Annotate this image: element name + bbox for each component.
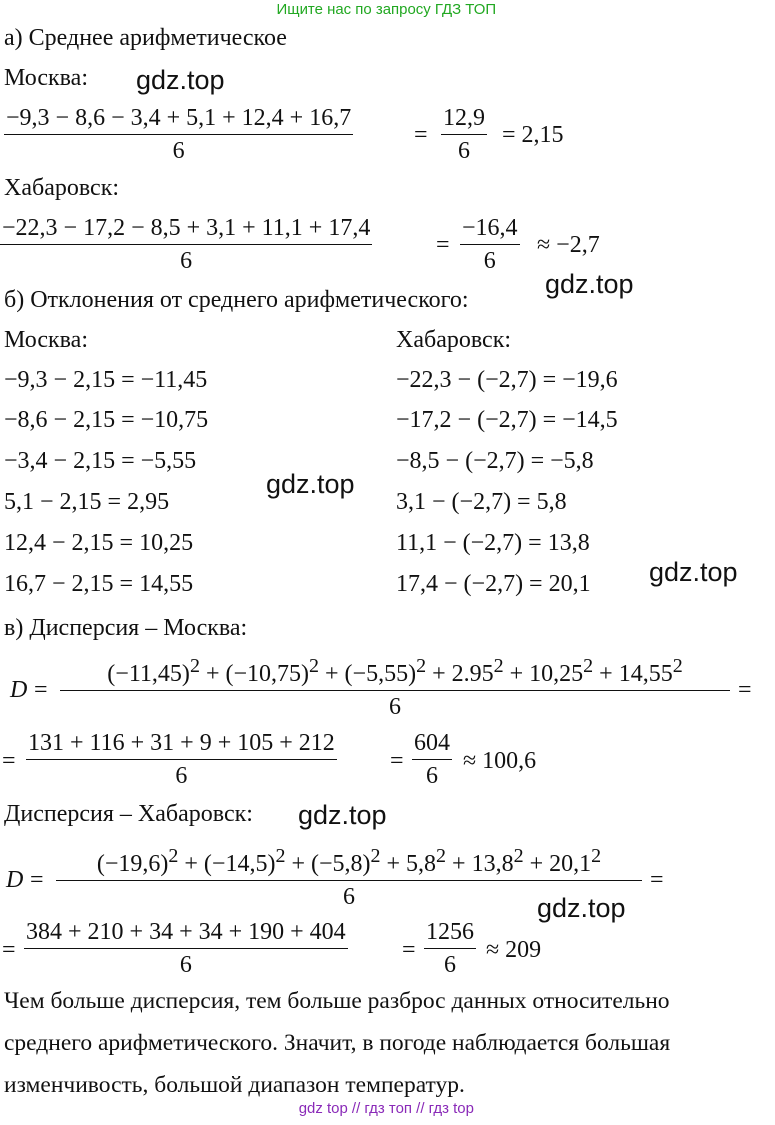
moscow-deviation-row: −8,6 − 2,15 = −10,75 <box>4 407 209 433</box>
section-title-b: б) Отклонения от среднего арифметического: <box>4 287 469 313</box>
khabarovsk-deviation-row: 11,1 − (−2,7) = 13,8 <box>396 530 590 556</box>
header-banner: Ищите нас по запросу ГДЗ ТОП <box>276 1 497 18</box>
moscow-label: Москва: <box>4 65 88 91</box>
equals-sign: = <box>414 122 428 148</box>
equals-sign: = <box>402 937 416 963</box>
equals-sign: = <box>2 937 16 963</box>
equals-sign: = <box>2 748 16 774</box>
moscow-variance-sum-fraction <box>26 729 337 790</box>
fraction-denominator: 6 <box>389 694 401 720</box>
fraction-denominator: 6 <box>343 884 355 910</box>
footer-banner: gdz top // гдз топ // гдз top <box>298 1100 474 1117</box>
fraction-denominator: 6 <box>179 952 192 978</box>
khabarovsk-deviation-row: −22,3 − (−2,7) = −19,6 <box>396 367 618 393</box>
fraction-denominator: 6 <box>426 763 438 789</box>
moscow-deviation-row: 5,1 − 2,15 = 2,95 <box>4 489 170 515</box>
fraction-denominator: 6 <box>483 248 496 274</box>
fraction-numerator: 12,9 <box>443 105 485 131</box>
khabarovsk-deviation-row: 3,1 − (−2,7) = 5,8 <box>396 489 567 515</box>
watermark: gdz.top <box>136 65 225 95</box>
moscow-deviation-row: 12,4 − 2,15 = 10,25 <box>4 530 194 556</box>
dispersion-symbol: D <box>10 677 28 703</box>
equals-sign: = <box>30 867 44 893</box>
fraction-denominator: 6 <box>444 952 456 978</box>
fraction-numerator: 604 <box>414 730 450 756</box>
khabarovsk-mean-result: ≈ −2,7 <box>537 232 600 258</box>
khabarovsk-mean-fraction <box>0 214 372 275</box>
khabarovsk-variance-sum-fraction <box>24 918 348 979</box>
khabarovsk-variance-result: ≈ 209 <box>486 937 542 963</box>
khabarovsk-variance-fraction <box>56 842 642 911</box>
conclusion-line: изменчивость, большой диапазон температур. <box>4 1072 465 1098</box>
equals-sign: = <box>436 232 450 258</box>
fraction-denominator: 6 <box>175 763 188 789</box>
khabarovsk-deviation-row: −8,5 − (−2,7) = −5,8 <box>396 448 594 474</box>
khabarovsk-label: Хабаровск: <box>4 175 120 201</box>
watermark: gdz.top <box>545 269 634 299</box>
fraction-numerator: $(-11,45)^2 + (-10,75)^2 + (-5,55)^2 + 2.95^2 + 10,25^2 + 14,55^2$ <box>107 655 683 687</box>
equals-sign: = <box>738 677 752 703</box>
conclusion-line: среднего арифметического. Значит, в погоде наблюдается большая <box>4 1030 671 1056</box>
fraction-numerator: −16,4 <box>462 215 518 241</box>
equals-sign: = <box>34 677 48 703</box>
khabarovsk-deviation-row: −17,2 − (−2,7) = −14,5 <box>396 407 618 433</box>
fraction-denominator: 6 <box>172 138 185 164</box>
moscow-deviation-row: −3,4 − 2,15 = −5,55 <box>4 448 197 474</box>
fraction-denominator: 6 <box>180 248 193 274</box>
conclusion-line: Чем больше дисперсия, тем больше разброс данных относительно <box>4 988 670 1014</box>
watermark: gdz.top <box>266 469 355 499</box>
equals-sign: = <box>390 748 404 774</box>
watermark: gdz.top <box>298 800 387 830</box>
equals-sign: = <box>650 867 664 893</box>
fraction-denominator: 6 <box>458 138 470 164</box>
fraction-numerator: 1256 <box>426 919 474 945</box>
moscow-variance-fraction <box>60 652 730 721</box>
fraction-numerator: 384 + 210 + 34 + 34 + 190 + 404 <box>26 919 346 945</box>
moscow-variance-result: ≈ 100,6 <box>463 748 537 774</box>
section-title-a: а) Среднее арифметическое <box>4 25 287 51</box>
moscow-mean-result: = 2,15 <box>502 122 564 148</box>
watermark: gdz.top <box>537 893 626 923</box>
moscow-variance-mid-fraction <box>412 729 452 790</box>
fraction-numerator: 131 + 116 + 31 + 9 + 105 + 212 <box>28 730 335 756</box>
dispersion-symbol: D <box>6 867 24 893</box>
moscow-mean-fraction <box>4 104 353 165</box>
moscow-deviation-row: −9,3 − 2,15 = −11,45 <box>4 367 208 393</box>
khabarovsk-variance-mid-fraction <box>424 918 476 979</box>
watermark: gdz.top <box>649 557 738 587</box>
moscow-deviation-label: Москва: <box>4 327 88 353</box>
section-title-c: в) Дисперсия – Москва: <box>4 615 248 641</box>
khabarovsk-mean-mid-fraction <box>460 214 520 275</box>
fraction-numerator: −22,3 − 17,2 − 8,5 + 3,1 + 11,1 + 17,4 <box>2 215 371 241</box>
fraction-numerator: $(-19,6)^2 + (-14,5)^2 + (-5,8)^2 + 5,8^2 + 13,8^2 + 20,1^2$ <box>96 845 602 877</box>
fraction-numerator: −9,3 − 8,6 − 3,4 + 5,1 + 12,4 + 16,7 <box>6 105 352 131</box>
moscow-mean-mid-fraction <box>441 104 487 165</box>
khabarovsk-deviation-label: Хабаровск: <box>396 327 512 353</box>
khabarovsk-deviation-row: 17,4 − (−2,7) = 20,1 <box>396 571 591 597</box>
moscow-deviation-row: 16,7 − 2,15 = 14,55 <box>4 571 194 597</box>
khabarovsk-dispersion-title: Дисперсия – Хабаровск: <box>4 801 253 827</box>
